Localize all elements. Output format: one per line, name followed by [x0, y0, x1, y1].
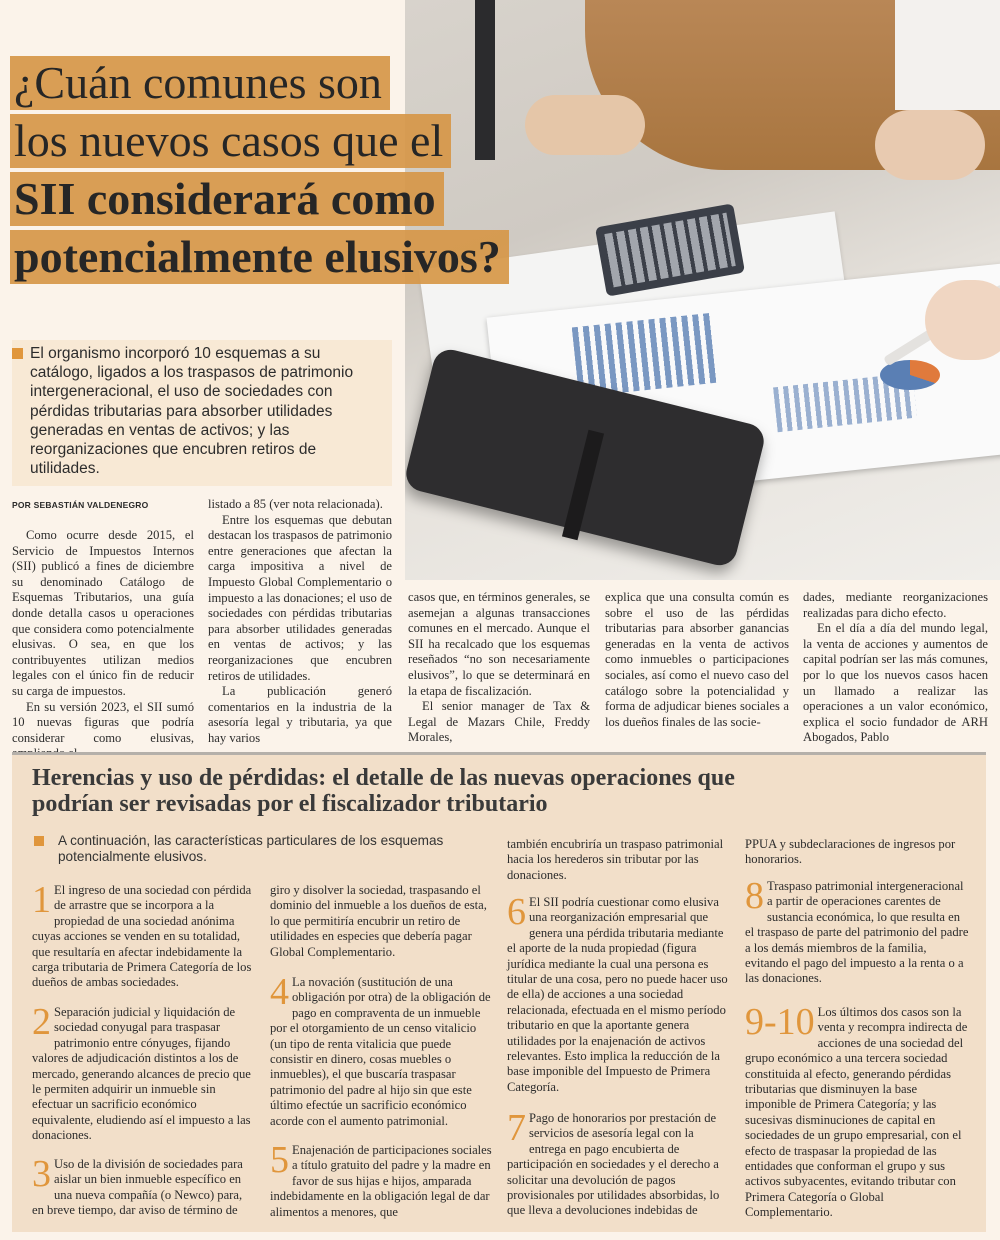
item-text: Los últimos dos casos son la venta y recompra indirecta de acciones de una sociedad del grupo económico a una tercera sociedad constituida al efecto, generando pérdidas tributarias que disminuyen la base imponible de Primera Categoría; y las sucesivas disminuciones de capital en sociedades de un grupo empresarial, con el efecto de traspasar la propiedad de las entidades que conforman el grupo y sus activos subyacentes, evitando tributar con Primera Categoría o Global Complementario.	[745, 1005, 968, 1220]
paragraph: Entre los esquemas que debutan destacan los traspasos de patrimonio entre generaciones que afectan la carga impositiva a nivel de Impuesto Global Complementario o impuesto a las donaciones; el uso de sociedades con pérdidas tributarias para absorber utilidades generadas en ventas de activos; y las reorganizaciones que encubren retiros de utilidades.	[208, 512, 392, 683]
box-title: Herencias y uso de pérdidas: el detalle de las nuevas operaciones que podrían ser revisadas por el fiscalizador tributario	[32, 765, 735, 817]
item-text: Separación judicial y liquidación de sociedad conyugal para traspasar patrimonio entre cónyuges, fijando valores de adjudicación distintos a los de mercado, generando alcances de precio que le permiten adquirir un inmueble sin efectuar un sacrificio económico equivalente, eludiendo así el impuesto a las donaciones.	[32, 1005, 251, 1143]
bullet-square-icon	[34, 836, 44, 846]
item-text: El ingreso de una sociedad con pérdida de arrastre que se incorpora a la propiedad de una sociedad anónima cuyas acciones se venden en su totalidad, que resultaría en afectar indebidamente la carga tributaria de Primera Categoría de los dueños de ambas sociedades.	[32, 883, 252, 990]
item-number: 8	[745, 875, 764, 917]
lead-box	[12, 340, 392, 486]
paragraph: listado a 85 (ver nota relacionada).	[208, 497, 383, 511]
item-text: giro y disolver la sociedad, traspasando el dominio del inmueble a los dueños de esta, lo que permitiría encubrir un retiro de utilidades en especies que debería pagar Global Complementario.	[270, 883, 487, 959]
item-text: Enajenación de participaciones sociales a título gratuito del padre y la madre en favor de sus hijas e hijos, amparada indebidamente en la obligación legal de dar alimentos a menores, que	[270, 1143, 492, 1219]
paragraph: La publicación generó comentarios en la industria de la asesoría legal y tributaria, ya que hay varios	[208, 684, 392, 745]
photo-hand	[875, 110, 985, 180]
box-intro-text: A continuación, las características particulares de los esquemas potencialmente elusivos.	[58, 833, 444, 864]
paragraph: explica que una consulta común es sobre el uso de las pérdidas tributarias para absorber ganancias generadas en la venta de activos como inmuebles o participaciones sociales, así como el nuevo caso del catálogo sobre la potencialidad y forma de adjudicar bienes sociales a los dueños finales de las socie-	[605, 590, 789, 729]
list-item	[32, 1001, 254, 1144]
item-text: Pago de honorarios por prestación de servicios de asesoría legal con la entrega en pago encubierta de participación en sociedades y el derecho a solicitar una devolución de pagos provisionales por utilidades absorbidas, lo que lleva a devoluciones indebidas de	[507, 1111, 720, 1218]
byline: POR SEBASTIÁN VALDENEGRO	[12, 500, 149, 510]
item-text: El SII podría cuestionar como elusiva una reorganización empresarial que genera una pérdida tributaria mediante el aporte de la nuda propiedad (figura jurídica mediante la cual una persona es titular de una cosa, pero no puede hacer uso de ella) de acciones a una sociedad relacionada, efectuada en el mismo período tributario en que la aportante genera utilidades por la enajenación de activos relevantes. Esto implica la reducción de la base imponible del Impuesto de Primera Categoría.	[507, 895, 728, 1094]
list-item-continuation	[270, 883, 492, 960]
item-number: 2	[32, 1001, 51, 1043]
item-text: también encubriría un traspaso patrimonial hacia los herederos sin tributar por las donaciones.	[507, 837, 724, 882]
item-number: 3	[32, 1153, 51, 1195]
article-column-1	[12, 528, 194, 762]
list-item	[507, 1107, 729, 1219]
headline-line: los nuevos casos que el	[10, 114, 451, 168]
bullet-square-icon	[12, 348, 23, 359]
list-item-continuation	[745, 837, 970, 868]
list-item	[32, 879, 254, 991]
paragraph: casos que, en términos generales, se asemejan a algunas transacciones comunes en el mercado. Aunque el SII ha recalcado que los esquemas reseñados “no son necesariamente elusivos”, lo que se determinará en la etapa de fiscalización.	[408, 590, 590, 698]
item-text: La novación (sustitución de una obligación por otra) de la obligación de pago en compraventa de un inmueble por el otorgamiento de un censo vitalicio (un tipo de renta vitalicia que puede consistir en dinero, cosas muebles o inmuebles), el que buscaría traspasar patrimonio del padre al hijo sin que este último efectúe un sacrificio económico acorde con el aumento patrimonial.	[270, 975, 491, 1128]
box-intro	[34, 833, 454, 865]
item-text: Uso de la división de sociedades para aislar un bien inmueble específico en una nueva compañía (o Newco) para, en breve tiempo, dar aviso de término de	[32, 1157, 243, 1218]
item-number: 5	[270, 1139, 289, 1181]
list-item	[270, 1139, 492, 1220]
article-column-2	[208, 497, 392, 747]
paragraph: En su versión 2023, el SII sumó 10 nuevas figuras que podría considerar como elusivas,	[12, 699, 194, 745]
paragraph: dades, mediante reorganizaciones realizadas para dicho efecto.	[803, 590, 988, 620]
item-text: PPUA y subdeclaraciones de ingresos por honorarios.	[745, 837, 956, 867]
lead-text: El organismo incorporó 10 esquemas a su catálogo, ligados a los traspasos de patrimonio intergeneracional, el uso de sociedades con pérdidas tributarias para absorber utilidades generadas en ventas de activos; y las reorganizaciones que encubren retiros de utilidades.	[30, 345, 354, 478]
item-number: 9-10	[745, 1001, 815, 1043]
list-item	[32, 1153, 254, 1219]
headline-line: potencialmente elusivos?	[10, 230, 509, 284]
item-text: Traspaso patrimonial intergeneracional a partir de operaciones carentes de sustancia económica, lo que resulta en el traspaso de parte del patrimonio del padre a los demás miembros de la familia, evitando el pago del impuesto a la renta o a las donaciones.	[745, 879, 969, 986]
article-column-5	[803, 590, 988, 746]
paragraph: Como ocurre desde 2015, el Servicio de Impuestos Internos (SII) publicó a fines de diciembre su denominado Catálogo de Esquemas Tributarios, una guía donde detalla casos u operaciones que considera como potencialmente elusivas. O sea, en que los contribuyentes utilizan medios legales con el único fin de reducir su carga de impuestos.	[12, 528, 194, 698]
list-item	[507, 891, 729, 1095]
item-number: 7	[507, 1107, 526, 1149]
sidebar-box	[12, 752, 986, 1232]
photo-hand	[925, 280, 1000, 360]
list-item	[745, 875, 970, 987]
list-item	[745, 1001, 970, 1221]
paragraph: En el día a día del mundo legal, la venta de acciones y aumentos de capital podrían ser las más comunes, por lo que los nuevos casos hacen un llamado a realizar las operaciones a un valor económico, explica el socio fundador de ARH Abogados, Pablo	[803, 621, 988, 745]
paragraph: El senior manager de Tax & Legal de Mazars Chile, Freddy Morales,	[408, 699, 590, 745]
photo-shirt	[895, 0, 1000, 110]
article-column-3	[408, 590, 590, 746]
item-number: 4	[270, 971, 289, 1013]
list-item	[270, 971, 492, 1129]
item-number: 6	[507, 891, 526, 933]
headline	[10, 56, 630, 288]
article-column-4	[605, 590, 789, 730]
headline-line: SII considerará como	[10, 172, 444, 226]
item-number: 1	[32, 879, 51, 921]
list-item-continuation	[507, 837, 729, 883]
headline-line: ¿Cuán comunes son	[10, 56, 390, 110]
